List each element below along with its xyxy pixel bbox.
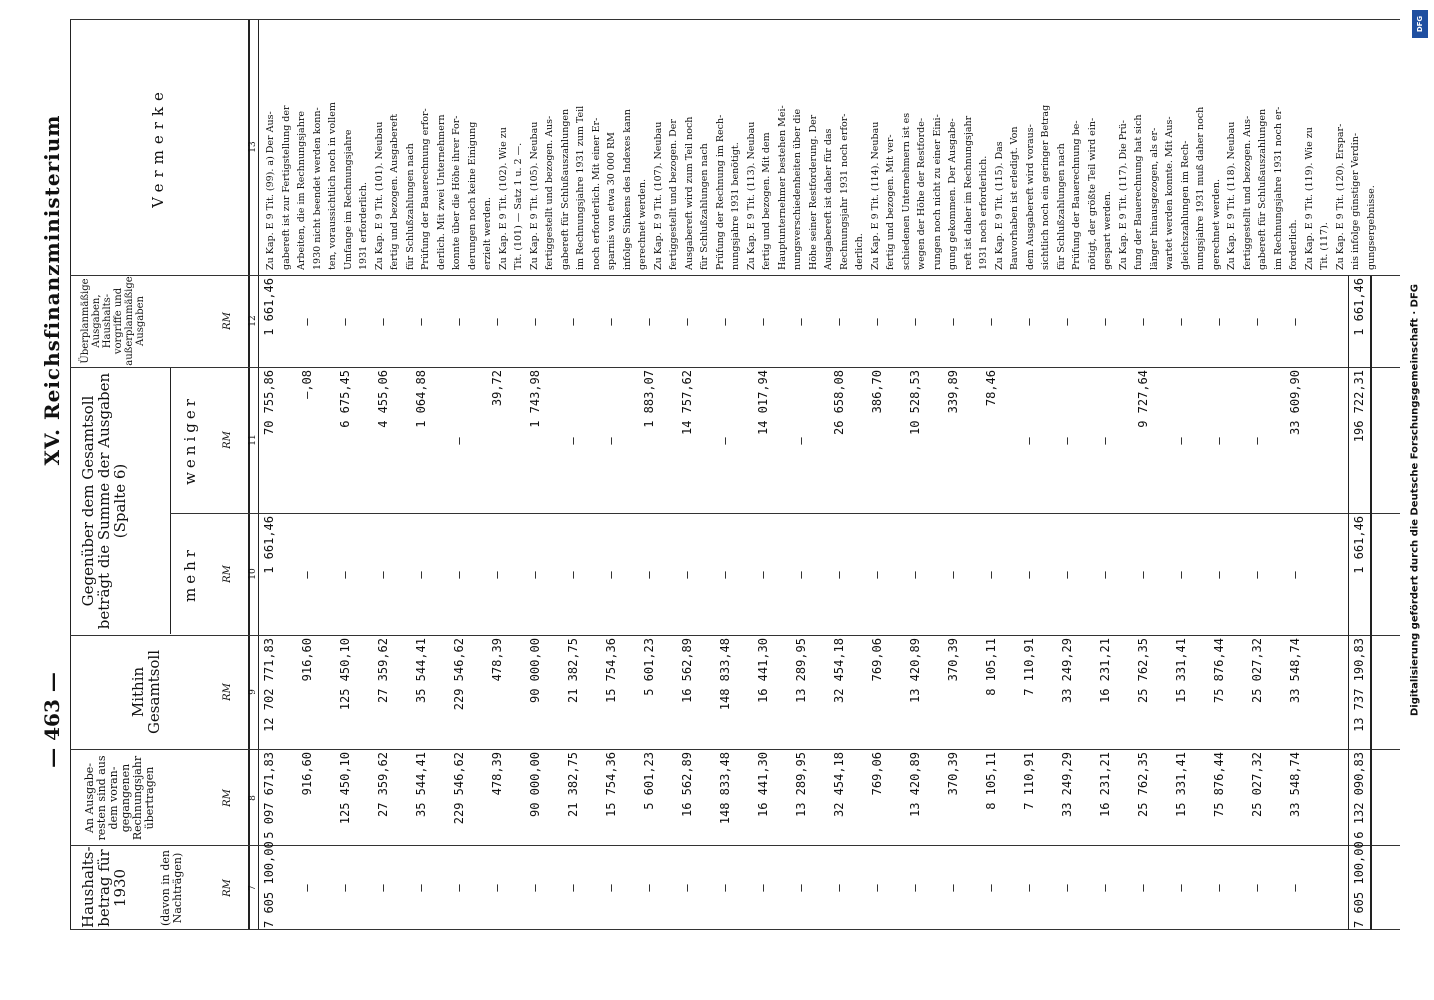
col11-number: 11	[248, 434, 258, 446]
cell-c9: 33 249,29	[1060, 638, 1074, 704]
remark-line: Zu Kap. E 9 Tit. (101). Neubau	[373, 121, 385, 270]
cell-c8: 35 544,41	[414, 752, 428, 818]
cell-c8: 13 420,89	[908, 752, 922, 818]
cell-c12: —	[452, 318, 466, 326]
cell-c7: —	[1060, 884, 1074, 892]
cell-c7: 7 605 100,00	[262, 841, 276, 928]
remark-line: Hauptunternehmer bestehen Mei-	[776, 105, 788, 270]
cell-c9: 370,39	[946, 638, 960, 682]
cell-c9: 15 754,36	[604, 638, 618, 704]
cell-c11: 26 658,08	[832, 370, 846, 436]
cell-c12: —	[984, 318, 998, 326]
remark-line: Zu Kap. E 9 Tit. (117). Die Prü-	[1117, 119, 1129, 270]
col7-sub: (davon in den Nachträgen)	[159, 849, 184, 927]
remark-line: fung der Bauerechnung hat sich	[1133, 114, 1144, 270]
cell-c11: 33 609,90	[1288, 370, 1302, 436]
remark-line: länger hinausgezogen, als er-	[1148, 127, 1160, 270]
remark-line: derlich. Mit zwei Unternehmern	[435, 114, 447, 270]
cell-c11: —	[604, 437, 618, 445]
remark-line: gleichszahlungen im Rech-	[1179, 140, 1191, 270]
cell-c11: 9 727,64	[1136, 370, 1150, 428]
cell-c8: 75 876,44	[1212, 752, 1226, 818]
remark-line: fertig und bezogen. Mit dem	[761, 132, 772, 270]
total-c12: 1 661,46	[1352, 278, 1366, 336]
cell-c11: —	[718, 437, 732, 445]
digitization-note	[1408, 10, 1422, 990]
cell-c12: —	[490, 318, 504, 326]
cell-c11: —	[1022, 437, 1036, 445]
cell-c7: —	[1288, 884, 1302, 892]
cell-c12: —	[870, 318, 884, 326]
cell-c7: —	[984, 884, 998, 892]
remark-line: für Schlußzahlungen nach	[699, 143, 710, 270]
cell-c11: 339,89	[946, 370, 960, 414]
col10-unit: RM	[222, 565, 233, 583]
col12-head: Überplanmäßige Ausgaben, Haushaltsvorgriffe und außerplanmäßige Ausgaben	[80, 276, 146, 366]
cell-c9: 478,39	[490, 638, 504, 682]
table-top-rule	[70, 20, 71, 930]
totals-rule-top	[1348, 276, 1349, 930]
cell-c7: —	[1212, 884, 1226, 892]
cell-c10: —	[1250, 571, 1264, 579]
cell-c10: —	[908, 571, 922, 579]
remark-line: fertig und bezogen. Mit ver-	[885, 134, 896, 270]
col8-unit: RM	[222, 789, 233, 807]
total-c9: 13 737 190,83	[1352, 638, 1366, 732]
cell-c7: —	[1174, 884, 1188, 892]
cell-c12: —	[1098, 318, 1112, 326]
remark-line: derlich.	[854, 233, 865, 270]
cell-c12: —	[1250, 318, 1264, 326]
remark-line: nungsjahre 1931 muß daher noch	[1195, 106, 1206, 270]
cell-c10: —	[946, 571, 960, 579]
remark-line: gabereft ist zur Fertigstellung der	[280, 105, 292, 270]
cell-c10: —	[376, 571, 390, 579]
cell-c8: 478,39	[490, 752, 504, 796]
cell-c12: —	[1288, 318, 1302, 326]
cell-c12: 1 661,46	[262, 278, 276, 336]
remark-line: Prüfung der Bauerechnung erfor-	[420, 108, 431, 270]
cell-c10: —	[604, 571, 618, 579]
cell-c8: 16 441,30	[756, 752, 770, 818]
cell-c8: 5 097 671,83	[262, 752, 276, 839]
cell-c12: —	[566, 318, 580, 326]
cell-c9: 8 105,11	[984, 638, 998, 696]
cell-c9: 7 110,91	[1022, 638, 1036, 696]
dfg-logo	[1412, 10, 1428, 38]
remark-line: fertiggestellt und bezogen. Der	[668, 119, 679, 270]
cell-c12: —	[376, 318, 390, 326]
cell-c12: —	[1022, 318, 1036, 326]
cell-c12: —	[604, 318, 618, 326]
remark-line: gerechnet werden.	[1210, 178, 1222, 270]
remark-line: derungen noch keine Einigung	[466, 121, 478, 270]
cell-c8: 33 548,74	[1288, 752, 1302, 818]
col11-unit: RM	[222, 431, 233, 449]
table-row	[1098, 20, 1113, 930]
cell-c11: —	[1250, 437, 1264, 445]
cell-c8: 5 601,23	[642, 752, 656, 810]
cell-c12: —	[1060, 318, 1074, 326]
remark-line: nungsjahre 1931 benötigt.	[730, 142, 741, 270]
cell-c9: 35 544,41	[414, 638, 428, 704]
cell-c9: 25 762,35	[1136, 638, 1150, 704]
cell-c10: —	[642, 571, 656, 579]
cell-c10: —	[984, 571, 998, 579]
remark-line: Ausgabereft wird zum Teil noch	[683, 116, 695, 270]
cell-c8: 33 249,29	[1060, 752, 1074, 818]
cell-c8: 25 762,35	[1136, 752, 1150, 818]
cell-c12: —	[946, 318, 960, 326]
cell-c7: —	[870, 884, 884, 892]
cell-c8: 229 546,62	[452, 752, 466, 825]
cell-c10: —	[1060, 571, 1074, 579]
cell-c8: 15 331,41	[1174, 752, 1188, 818]
remark-line: dem Ausgabereft wird voraus-	[1024, 124, 1036, 270]
cell-c7: —	[794, 884, 808, 892]
cell-c11: 39,72	[490, 370, 504, 407]
cell-c7: —	[300, 884, 314, 892]
cell-c9: 16 562,89	[680, 638, 694, 704]
cell-c10: —	[794, 571, 808, 579]
cell-c9: 5 601,23	[642, 638, 656, 696]
cell-c8: 16 562,89	[680, 752, 694, 818]
cell-c7: —	[1250, 884, 1264, 892]
cell-c11: 1 883,07	[642, 370, 656, 428]
col12-unit: RM	[222, 312, 233, 330]
remark-line: schiedenen Unternehmern ist es	[900, 112, 912, 270]
remark-line: Zu Kap. E 9 Tit. (115). Das	[993, 141, 1005, 270]
cell-c7: —	[718, 884, 732, 892]
cell-c8: 125 450,10	[338, 752, 352, 825]
cell-c11: 78,46	[984, 370, 998, 407]
remark-line: Rechnungsjahr 1931 noch erfor-	[838, 113, 850, 270]
cell-c12: —	[414, 318, 428, 326]
cell-c8: 21 382,75	[566, 752, 580, 818]
remark-line: Zu Kap. E 9 Tit. (114). Neubau	[869, 121, 881, 270]
cell-c11: 14 757,62	[680, 370, 694, 436]
column-number-rule	[258, 20, 259, 930]
cell-c12: —	[1174, 318, 1188, 326]
cell-c8: 90 000,00	[528, 752, 542, 818]
remark-line: Prüfung der Rechnung im Rech-	[714, 114, 726, 270]
remark-line: Arbeiten, die im Rechnungsjahre	[296, 111, 307, 270]
remark-line: nis infolge günstiger Verdin-	[1350, 132, 1361, 270]
cell-c11: —	[452, 437, 466, 445]
remark-line: gespart werden.	[1102, 191, 1113, 270]
remark-line: Zu Kap. E 9 Tit. (107). Neubau	[652, 121, 664, 270]
col8-head: An Ausgaberesten sind aus dem vorangegangenen Rechnungsjahr übertragen	[83, 755, 156, 841]
cell-c11: 10 528,53	[908, 370, 922, 436]
remark-line: Zu Kap. E 9 Tit. (105). Neubau	[528, 121, 540, 270]
cell-c10: —	[870, 571, 884, 579]
cell-c11: —	[1060, 437, 1074, 445]
total-c8: 6 132 090,83	[1352, 752, 1366, 839]
remark-line: forderlich.	[1288, 219, 1299, 270]
cell-c11: —	[1174, 437, 1188, 445]
cell-c11: 14 017,94	[756, 370, 770, 436]
remark-line: im Rechnungsjahre 1931 zum Teil	[575, 105, 586, 270]
col10-head: mehr	[181, 546, 199, 602]
cell-c7: —	[604, 884, 618, 892]
cell-c12: —	[642, 318, 656, 326]
cell-c12: —	[528, 318, 542, 326]
cell-c11: 6 675,45	[338, 370, 352, 428]
col12-number: 12	[248, 315, 258, 327]
cell-c7: —	[490, 884, 504, 892]
cell-c7: —	[680, 884, 694, 892]
cell-c12: —	[1212, 318, 1226, 326]
cell-c7: —	[414, 884, 428, 892]
cell-c11: 70 755,86	[262, 370, 276, 436]
cell-c9: 90 000,00	[528, 638, 542, 704]
remark-line: Prüfung der Bauerechnung be-	[1071, 120, 1082, 270]
col9-number: 9	[248, 689, 258, 695]
cell-c11: —	[1098, 437, 1112, 445]
cell-c7: —	[452, 884, 466, 892]
remark-line: im Rechnungsjahre 1931 noch er-	[1272, 106, 1284, 270]
remark-line: 1931 noch erforderlich.	[978, 155, 989, 270]
totals-rule-bottom	[1370, 276, 1372, 930]
cell-c12: —	[680, 318, 694, 326]
cell-c8: 916,60	[300, 752, 314, 796]
cell-c10: —	[566, 571, 580, 579]
remark-line: nungsverschiedenheiten über die	[792, 108, 803, 270]
col10-number: 10	[248, 568, 258, 580]
cell-c8: 13 289,95	[794, 752, 808, 818]
cell-c9: 148 833,48	[718, 638, 732, 711]
remark-line: Tit. (117).	[1319, 222, 1330, 270]
remark-line: gungsergebnisse.	[1365, 185, 1377, 270]
cell-c10: —	[1098, 571, 1112, 579]
cell-c8: 8 105,11	[984, 752, 998, 810]
cell-c10: —	[756, 571, 770, 579]
col11-head: weniger	[181, 395, 199, 485]
cell-c9: 15 331,41	[1174, 638, 1188, 704]
cell-c12: —	[794, 318, 808, 326]
remark-line: Zu Kap. E 9 Tit. (102). Wie zu	[497, 127, 509, 270]
remark-line: Höhe seiner Restforderung. Der	[807, 114, 819, 270]
cell-c8: 370,39	[946, 752, 960, 796]
table-row	[1288, 20, 1303, 930]
cell-c8: 25 027,32	[1250, 752, 1264, 818]
cell-c10: —	[1212, 571, 1226, 579]
cell-c7: —	[756, 884, 770, 892]
col8-number: 8	[248, 795, 258, 801]
remark-line: erzielt werden.	[482, 197, 493, 270]
remark-line: Zu Kap. E 9 Tit. (120). Erspar-	[1334, 123, 1346, 270]
cell-c9: 27 359,62	[376, 638, 390, 704]
group-rule	[170, 368, 171, 634]
cell-c8: 769,06	[870, 752, 884, 796]
cell-c8: 15 754,36	[604, 752, 618, 818]
remark-line: noch erforderlich. Mit einer Er-	[590, 117, 602, 270]
total-c7: 7 605 100,00	[1352, 841, 1366, 928]
remark-line: Umfange im Rechnungsjahre	[342, 129, 354, 270]
col9-head: Mithin Gesamtsoll	[129, 649, 163, 735]
cell-c10: —	[300, 571, 314, 579]
cell-c11: —	[794, 437, 808, 445]
remark-line: wartet werden konnte. Mit Aus-	[1164, 116, 1175, 270]
remark-line: für Schlußzahlungen nach	[404, 143, 416, 270]
remark-line: nötigt, der größte Teil wird ein-	[1086, 117, 1098, 270]
remark-line: Bauvorhaben ist erledigt. Von	[1009, 126, 1020, 270]
cell-c7: —	[376, 884, 390, 892]
cell-c10: —	[718, 571, 732, 579]
remark-line: gerechnet werden.	[637, 178, 648, 270]
digitization-text: Digitalisierung gefördert durch die Deutsche Forschungsgemeinschaft · DFG	[1409, 284, 1421, 716]
cell-c12: —	[908, 318, 922, 326]
cell-c11: 1 743,98	[528, 370, 542, 428]
cell-c12: —	[718, 318, 732, 326]
cell-c11: —	[566, 437, 580, 445]
remark-line: gabereft für Schlußauszahlungen	[1257, 108, 1268, 270]
cell-c10: —	[1136, 571, 1150, 579]
cell-c7: —	[642, 884, 656, 892]
col9-unit: RM	[222, 683, 233, 701]
cell-c8: 7 110,91	[1022, 752, 1036, 810]
remark-line: wegen der Höhe der Restforde-	[916, 117, 927, 270]
page-number: — 463 —	[40, 672, 64, 768]
cell-c8: 16 231,21	[1098, 752, 1112, 818]
remark-line: Zu Kap. E 9 Tit. (119). Wie zu	[1303, 127, 1315, 270]
cell-c10: 1 661,46	[262, 516, 276, 574]
cell-c9: 16 231,21	[1098, 638, 1112, 704]
remark-line: fertig und bezogen. Ausgabereft	[389, 113, 400, 270]
cell-c10: —	[452, 571, 466, 579]
cell-c7: —	[1098, 884, 1112, 892]
cell-c9: 13 420,89	[908, 638, 922, 704]
cell-c9: 75 876,44	[1212, 638, 1226, 704]
ministry-title: XV. Reichsfinanzministerium	[40, 114, 64, 466]
cell-c12: —	[1136, 318, 1150, 326]
total-c10: 1 661,46	[1352, 516, 1366, 574]
remark-line: infolge Sinkens des Indexes kann	[621, 109, 633, 270]
cell-c11: 386,70	[870, 370, 884, 414]
cell-c8: 32 454,18	[832, 752, 846, 818]
remark-line: fertiggestellt und bezogen. Aus-	[544, 115, 555, 270]
cell-c12: —	[756, 318, 770, 326]
cell-c9: 916,60	[300, 638, 314, 682]
cell-c9: 12 702 771,83	[262, 638, 276, 732]
cell-c9: 125 450,10	[338, 638, 352, 711]
cell-c11: —	[1212, 437, 1226, 445]
remark-line: Zu Kap. E 9 Tit. (118). Neubau	[1226, 121, 1237, 270]
remark-line: gabereft für Schlußauszahlungen	[559, 108, 571, 270]
cell-c12: —	[338, 318, 352, 326]
cell-c11: —,08	[300, 370, 314, 399]
col13-number: 13	[248, 141, 258, 153]
cell-c7: —	[338, 884, 352, 892]
remark-line: für Schlußzahlungen nach	[1055, 143, 1067, 270]
cell-c9: 33 548,74	[1288, 638, 1302, 704]
remark-line: konnte über die Höhe ihrer For-	[451, 115, 462, 270]
cell-c10: —	[1288, 571, 1302, 579]
cell-c7: —	[946, 884, 960, 892]
cell-c11: 4 455,06	[376, 370, 390, 428]
totals-row	[1352, 20, 1368, 930]
cell-c7: —	[1136, 884, 1150, 892]
cell-c10: —	[1022, 571, 1036, 579]
remark-line: sichtlich noch ein geringer Betrag	[1040, 104, 1051, 270]
remark-line: 1930 nicht beendet werden konn-	[311, 107, 323, 270]
cell-c12: —	[300, 318, 314, 326]
cell-c10: —	[680, 571, 694, 579]
remark-line: Zu Kap. E 9 Tit. (113). Neubau	[745, 121, 757, 270]
remark-line: ten, voraussichtlich noch in vollem	[327, 102, 338, 270]
cell-c12: —	[832, 318, 846, 326]
col7-head: Haushaltsbetrag für 1930	[79, 846, 129, 928]
remark-line: rungen noch nicht zu einer Eini-	[931, 114, 943, 270]
remark-line: gung gekommen. Der Ausgabe-	[947, 118, 958, 270]
cell-c11: 1 064,88	[414, 370, 428, 428]
remark-line: reft ist daher im Rechnungsjahr	[962, 115, 974, 270]
cell-c7: —	[832, 884, 846, 892]
remark-line: Zu Kap. E 9 Tit. (99). a) Der Aus-	[265, 111, 276, 270]
cell-c7: —	[566, 884, 580, 892]
total-c11: 196 722,31	[1352, 370, 1366, 443]
remark-line: Tit. (101) — Satz 1 u. 2 —.	[513, 142, 524, 270]
cell-c7: —	[908, 884, 922, 892]
cell-c8: 27 359,62	[376, 752, 390, 818]
remark-line: 1931 erforderlich.	[358, 182, 369, 270]
col7-unit: RM	[222, 879, 233, 897]
cell-c8: 148 833,48	[718, 752, 732, 825]
cell-c10: —	[338, 571, 352, 579]
cell-c10: —	[414, 571, 428, 579]
cell-c7: —	[1022, 884, 1036, 892]
cell-c9: 25 027,32	[1250, 638, 1264, 704]
cell-c9: 32 454,18	[832, 638, 846, 704]
cell-c10: —	[490, 571, 504, 579]
cell-c9: 769,06	[870, 638, 884, 682]
cell-c9: 13 289,95	[794, 638, 808, 704]
remark-line: Ausgabereft ist daher für das	[823, 128, 834, 270]
cell-c10: —	[1174, 571, 1188, 579]
cell-c10: —	[528, 571, 542, 579]
table-row	[1212, 20, 1227, 930]
cell-c9: 21 382,75	[566, 638, 580, 704]
col7-number: 7	[248, 885, 258, 891]
cell-c10: —	[832, 571, 846, 579]
dfg-logo-text: DFG	[1416, 15, 1424, 33]
cell-c9: 16 441,30	[756, 638, 770, 704]
cell-c9: 229 546,62	[452, 638, 466, 711]
col13-head: Vermerke	[149, 86, 167, 208]
cell-c7: —	[528, 884, 542, 892]
group-head: Gegenüber dem Gesamtsoll beträgt die Summe der Ausgaben (Spalte 6)	[79, 372, 129, 630]
remark-line: sparnis von etwa 30 000 RM	[606, 132, 617, 270]
remark-line: fertiggestellt und bezogen. Aus-	[1241, 115, 1253, 270]
